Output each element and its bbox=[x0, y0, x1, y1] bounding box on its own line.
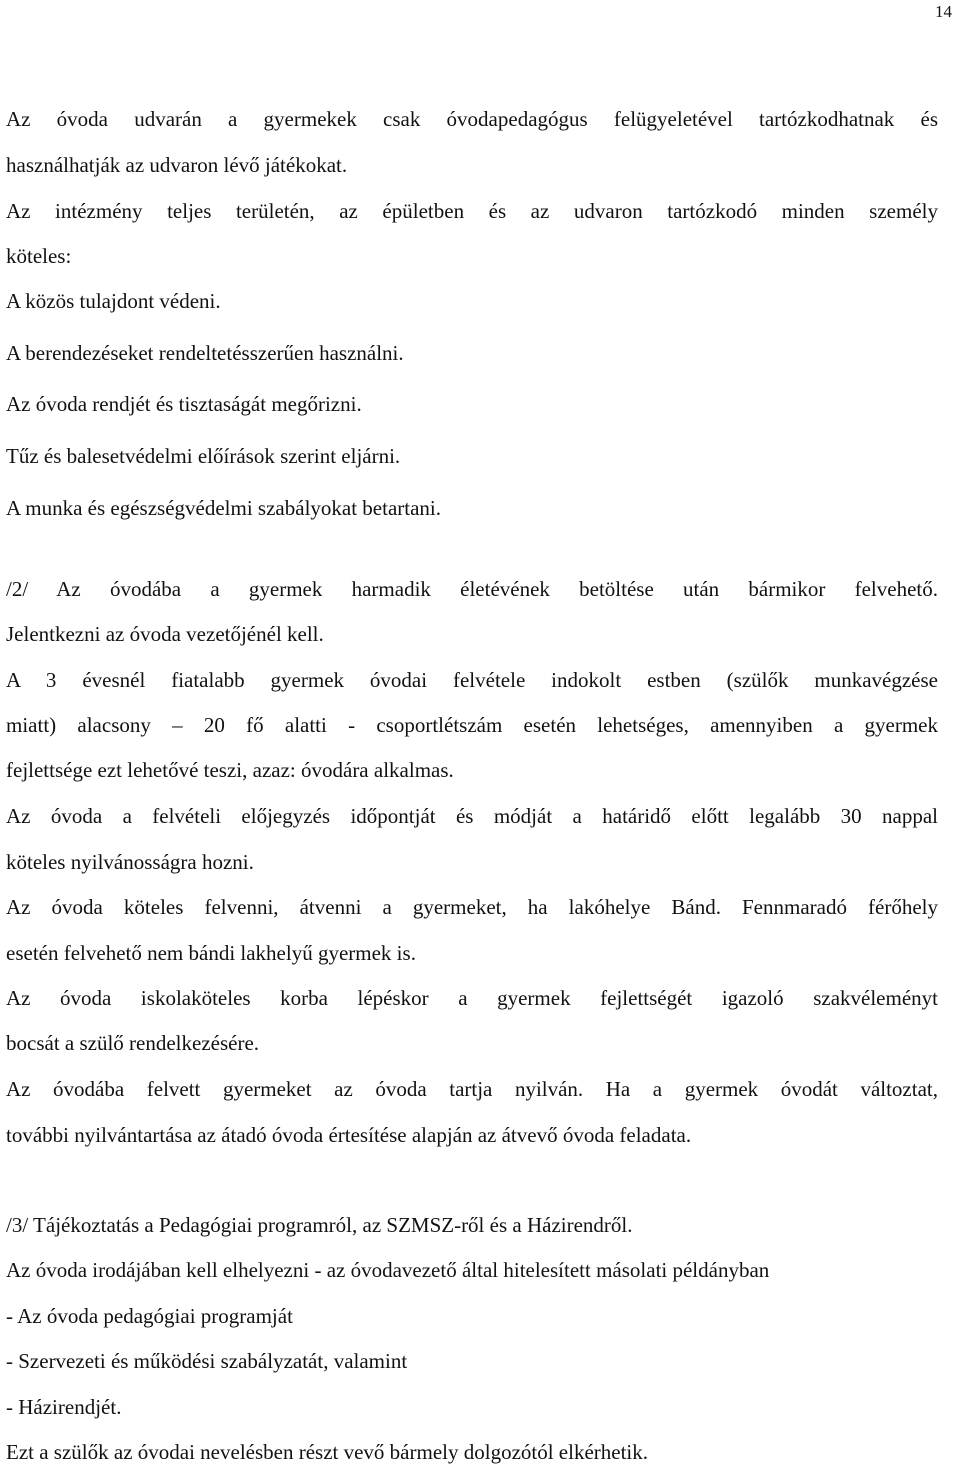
text-line: miatt) alacsony – 20 fő alatti - csoportlétszám esetén lehetséges, amennyiben a gyermek bbox=[6, 713, 938, 737]
text-line: A berendezéseket rendeltetésszerűen használni. bbox=[6, 341, 404, 365]
text-line: köteles nyilvánosságra hozni. bbox=[6, 850, 254, 874]
text-line: használhatják az udvaron lévő játékokat. bbox=[6, 153, 348, 177]
list-item: - Az óvoda pedagógiai programját bbox=[6, 1304, 293, 1328]
text-line: A munka és egészségvédelmi szabályokat betartani. bbox=[6, 496, 442, 520]
text-line: Az óvodába felvett gyermeket az óvoda tartja nyilván. Ha a gyermek óvodát változtat, bbox=[6, 1077, 938, 1101]
text-line: A közös tulajdont védeni. bbox=[6, 289, 221, 313]
text-line: esetén felvehető nem bándi lakhelyű gyermek is. bbox=[6, 941, 416, 965]
text-line: Az óvoda rendjét és tisztaságát megőrizni. bbox=[6, 392, 362, 416]
text-line: Az óvoda irodájában kell elhelyezni - az óvodavezető által hitelesített másolati példányban bbox=[6, 1258, 770, 1282]
text-line: Ezt a szülők az óvodai nevelésben részt vevő bármely dolgozótól elkérhetik. bbox=[6, 1440, 649, 1464]
text-line: Az óvoda iskolaköteles korba lépéskor a gyermek fejlettségét igazoló szakvéleményt bbox=[6, 986, 938, 1010]
list-item: - Házirendjét. bbox=[6, 1395, 122, 1419]
text-line: Az óvoda a felvételi előjegyzés időpontját és módját a határidő előtt legalább 30 nappal bbox=[6, 804, 938, 828]
section-heading: /2/ Az óvodába a gyermek harmadik életévének betöltése után bármikor felvehető. bbox=[6, 577, 938, 601]
text-line: Jelentkezni az óvoda vezetőjénél kell. bbox=[6, 622, 324, 646]
text-line: fejlettsége ezt lehetővé teszi, azaz: óvodára alkalmas. bbox=[6, 758, 454, 782]
text-line: A 3 évesnél fiatalabb gyermek óvodai felvétele indokolt estben (szülők munkavégzése bbox=[6, 668, 938, 692]
list-item: - Szervezeti és működési szabályzatát, valamint bbox=[6, 1349, 408, 1373]
text-line: Az óvoda udvarán a gyermekek csak óvodapedagógus felügyeletével tartózkodhatnak és bbox=[6, 107, 938, 131]
text-line: bocsát a szülő rendelkezésére. bbox=[6, 1031, 260, 1055]
text-line: köteles: bbox=[6, 244, 72, 268]
section-heading: /3/ Tájékoztatás a Pedagógiai programról, az SZMSZ-ről és a Házirendről. bbox=[6, 1213, 633, 1237]
text-line: Tűz és balesetvédelmi előírások szerint eljárni. bbox=[6, 444, 401, 468]
text-line: Az óvoda köteles felvenni, átvenni a gyermeket, ha lakóhelye Bánd. Fennmaradó férőhely bbox=[6, 895, 938, 919]
page-number: 14 bbox=[935, 2, 952, 21]
text-line: további nyilvántartása az átadó óvoda értesítése alapján az átvevő óvoda feladata. bbox=[6, 1123, 692, 1147]
text-line: Az intézmény teljes területén, az épületben és az udvaron tartózkodó minden személy bbox=[6, 199, 938, 223]
